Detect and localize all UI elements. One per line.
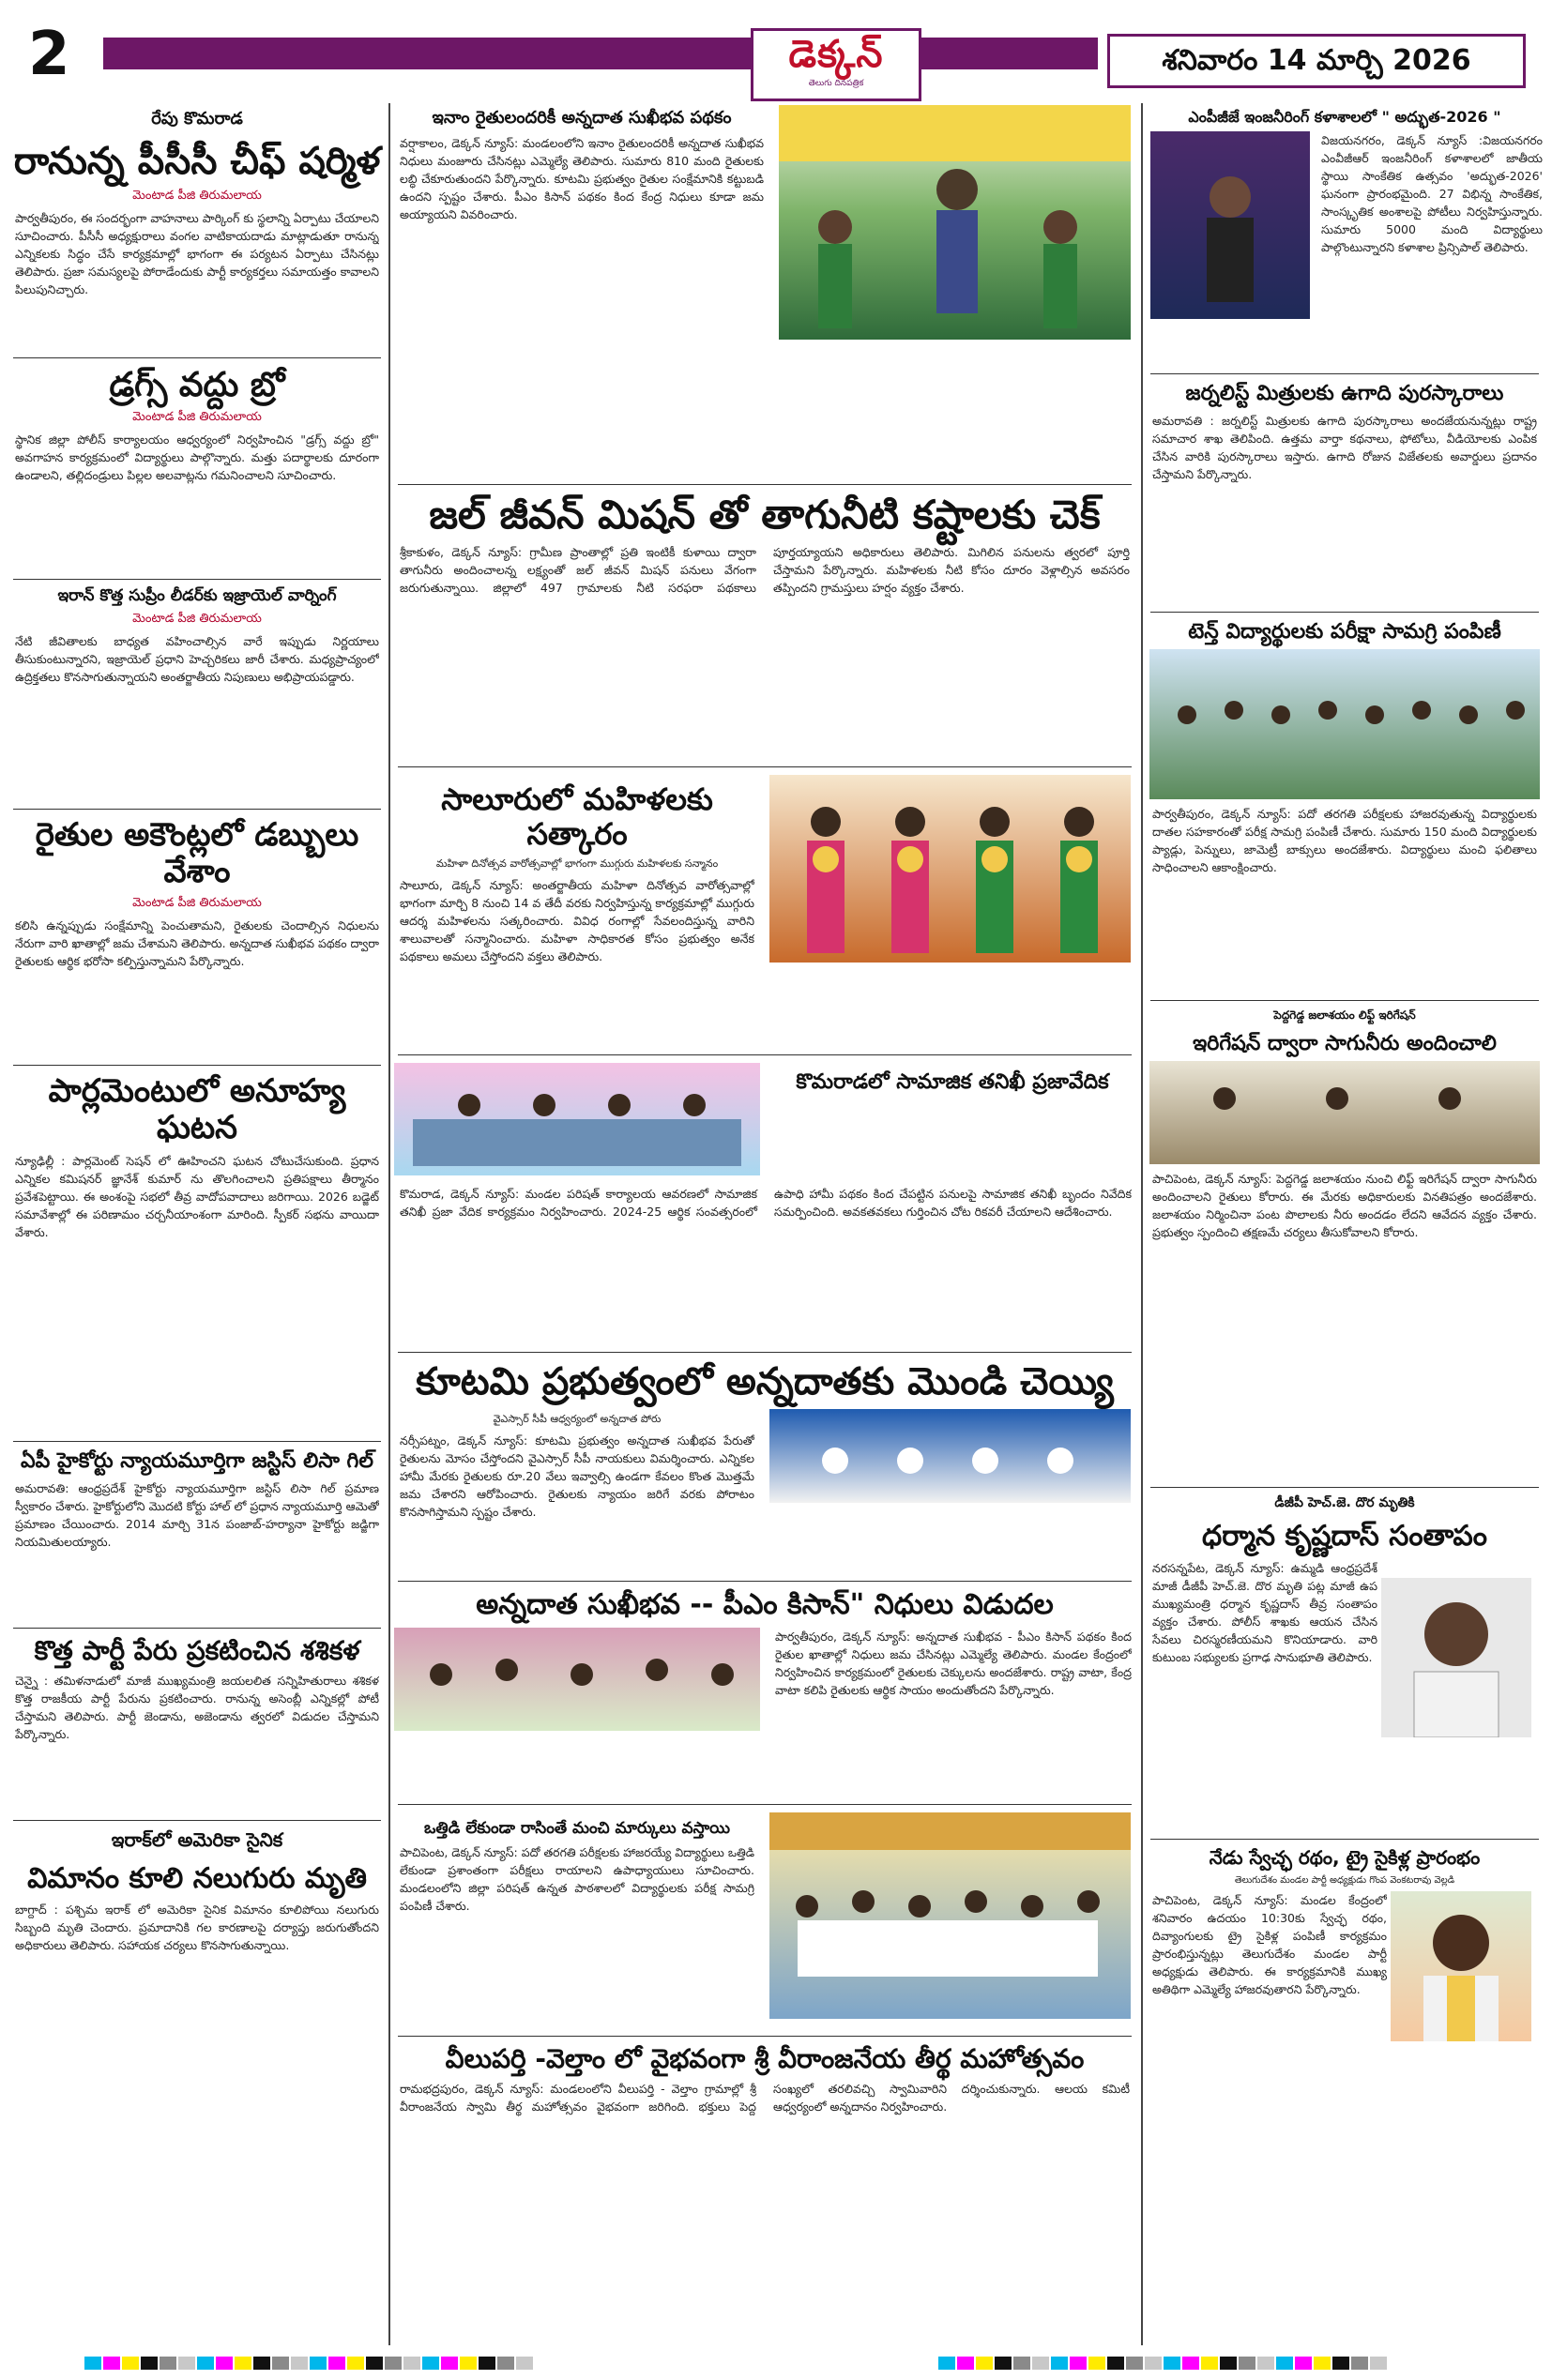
divider — [398, 1804, 1132, 1805]
group-photo-icon — [769, 775, 1131, 963]
registration-swatch — [516, 2357, 533, 2370]
article-byline: మెంటాడ పీజి తిరుమలాయ — [132, 189, 262, 203]
registration-swatch — [178, 2357, 195, 2370]
banner-photo-icon — [769, 1409, 1131, 1503]
article-body: పార్వతీపురం, డెక్కన్ న్యూస్: అన్నదాత సుఖీభవ - పీఎం కిసాన్ పథకం కింద రైతుల ఖాతాల్లో నిధులు జమ చేసినట్లు ఎమ్మెల్యే తెలిపారు. మండల కేంద్రంలో నిర్వహించిన కార్యక్రమంలో రైతులకు చెక్కులను అందజేశారు. రాష్ట్ర వాటా, కేంద్ర వాటా కలిపి రైతులకు ఆర్థిక సాయం అందుతోందని పేర్కొన్నారు. — [775, 1629, 1132, 1697]
article-byline: మెంటాడ పీజి తిరుమలాయ — [132, 611, 262, 626]
registration-swatch — [291, 2357, 308, 2370]
article-headline[interactable]: రైతుల అకౌంట్లలో డబ్బులు వేశాం — [35, 815, 359, 891]
center-column — [394, 101, 1135, 2202]
divider — [13, 1065, 381, 1066]
article-headline[interactable]: ఒత్తిడి లేకుండా రాసింతే మంచి మార్కులు వస్తాయి — [424, 1818, 730, 1838]
registration-swatch — [479, 2357, 495, 2370]
article-body: పాచిపెంట, డెక్కన్ న్యూస్: మండల కేంద్రంలో శనివారం ఉదయం 10:30కు స్వేచ్ఛ రథం, దివ్యాంగులకు ట్రై సైకిళ్ల పంపిణీ కార్యక్రమం ప్రారంభిస్తున్నట్లు తెలుగుదేశం మండల పార్టీ అధ్యక్షుడు తెలిపారు. ఈ కార్యక్రమానికి ముఖ్య అతిథిగా ఎమ్మెల్యే హాజరవుతారని పేర్కొన్నారు. — [1152, 1892, 1387, 1996]
article-body: పార్వతీపురం, డెక్కన్ న్యూస్: పదో తరగతి పరీక్షలకు హాజరవుతున్న విద్యార్థులకు దాతల సహకారంతో పరీక్ష సామగ్రి పంపిణీ చేశారు. సుమారు 150 మంది విద్యార్థులకు ప్యాడ్లు, పెన్నులు, జామెట్రీ బాక్సులు అందజేశారు. విద్యార్థులు మంచి ఫలితాలు సాధించాలని ఆకాంక్షించారు. — [1152, 806, 1537, 874]
students-photo — [769, 1812, 1131, 2019]
article-headline[interactable]: అన్నదాత సుఖీభవ -- పీఎం కిసాన్" నిధులు విడుదల — [476, 1588, 1054, 1622]
students-group-icon — [1149, 649, 1540, 799]
registration-swatch — [310, 2357, 327, 2370]
article-block — [394, 1409, 1135, 1573]
registration-swatch — [1032, 2357, 1049, 2370]
registration-swatch — [122, 2357, 139, 2370]
divider — [1150, 373, 1539, 374]
registration-swatch — [441, 2357, 458, 2370]
article-body: అమరావతి: ఆంధ్రప్రదేశ్ హైకోర్టు న్యాయమూర్తిగా జస్టిస్ లిసా గిల్ ప్రమాణ స్వీకారం చేశారు. హైకోర్టులోని మొదటి కోర్టు హాల్ లో ప్రధాన న్యాయమూర్తి ఆమెతో ప్రమాణం చేయించారు. 2014 మార్చి 31న పంజాబ్-హర్యానా హైకోర్టు జడ్జిగా నియమితులయ్యారు. — [15, 1480, 379, 1549]
article-subhead: వైఎస్సార్ సీపీ ఆధ్వర్యంలో అన్నదాత పోరు — [493, 1413, 662, 1426]
registration-swatch — [84, 2357, 101, 2370]
article-body: నర్సీపట్నం, డెక్కన్ న్యూస్: కూటమి ప్రభుత్వం అన్నదాత సుఖీభవ పేరుతో రైతులను మోసం చేస్తోందని వైఎస్సార్ సీపీ నాయకులు విమర్శించారు. ఎన్నికల హామీ మేరకు రైతులకు రూ.20 వేలు ఇవ్వాల్సి ఉండగా కేవలం కొంత మొత్తమే జమ చేశారని ఆరోపించారు. రైతులకు న్యాయం జరిగే వరకు పోరాటం కొనసాగిస్తామని స్పష్టం చేశారు. — [400, 1433, 754, 1520]
column-rule — [1141, 103, 1143, 2345]
registration-swatch — [1013, 2357, 1030, 2370]
social-audit-photo — [394, 1063, 760, 1175]
registration-swatch — [995, 2357, 1012, 2370]
article-headline[interactable]: ఇరిగేషన్ ద్వారా సాగునీరు అందించాలి — [1193, 1031, 1497, 1055]
registration-swatch — [216, 2357, 233, 2370]
article-block — [1147, 131, 1543, 366]
registration-swatch — [235, 2357, 251, 2370]
registration-swatch — [1182, 2357, 1199, 2370]
article-headline[interactable]: జర్నలిస్ట్ మిత్రులకు ఉగాది పురస్కారాలు — [1185, 382, 1504, 406]
officials-photo-icon — [1149, 1061, 1540, 1164]
portrait-icon — [1391, 1891, 1531, 2041]
article-subhead: తెలుగుదేశం మండల పార్టీ అధ్యక్షుడు గొంప వెంకటరావు వెల్లడి — [1234, 1874, 1455, 1886]
article-block — [394, 1063, 1135, 1344]
divider — [13, 1628, 381, 1629]
divider — [1150, 1839, 1539, 1840]
article-headline[interactable]: సాలూరులో మహిళలకు సత్కారం — [441, 781, 713, 853]
protest-photo — [769, 1409, 1131, 1503]
registration-swatch — [1257, 2357, 1274, 2370]
article-block — [1147, 1891, 1543, 2051]
article-body: అమరావతి : జర్నలిస్ట్ మిత్రులకు ఉగాది పురస్కారాలు అందజేయనున్నట్లు రాష్ట్ర సమాచార శాఖ తెలిపింది. ఉత్తమ వార్తా కథనాలు, ఫోటోలు, వీడియోలకు ఎంపిక చేసిన వారికి పురస్కారాలు ఇస్తారు. ఉగాది రోజున విజేతలకు అవార్డులు ప్రదానం చేస్తామని పేర్కొన్నారు. — [1152, 413, 1537, 481]
registration-swatch — [1164, 2357, 1180, 2370]
article-body: బాగ్దాద్ : పశ్చిమ ఇరాక్ లో అమెరికా సైనిక విమానం కూలిపోయి నలుగురు సిబ్బంది మృతి చెందారు. ప్రమాదానికి గల కారణాలపై దర్యాప్తు జరుగుతోందని అధికారులు తెలిపారు. సహాయక చర్యలు కొనసాగుతున్నాయి. — [15, 1902, 379, 1953]
article-headline[interactable]: ఎంపీజీజే ఇంజనీరింగ్ కళాశాలలో " అద్భుత-2026 " — [1188, 108, 1501, 126]
article-headline[interactable]: పార్లమెంటులో అనూహ్య ఘటన — [48, 1072, 346, 1147]
divider — [1150, 1487, 1539, 1488]
meeting-photo-icon — [394, 1063, 760, 1175]
article-body: శ్రీకాకుళం, డెక్కన్ న్యూస్: గ్రామీణ ప్రాంతాల్లో ప్రతి ఇంటికీ కుళాయి ద్వారా తాగునీరు అందించాలన్న లక్ష్యంతో జల్ జీవన్ మిషన్ పనులు వేగంగా జరుగుతున్నాయి. జిల్లాలో 497 గ్రామాలకు నీటి సరఫరా పథకాలు పూర్తయ్యాయని అధికారులు తెలిపారు. మిగిలిన పనులను త్వరలో పూర్తి చేస్తామని పేర్కొన్నారు. మహిళలకు నీటి కోసం దూరం వెళ్లాల్సిన అవసరం తప్పిందని గ్రామస్తులు హర్షం వ్యక్తం చేశారు. — [400, 545, 1130, 596]
divider — [13, 579, 381, 580]
registration-swatch — [1126, 2357, 1143, 2370]
logo-tagline: తెలుగు దినపత్రిక — [808, 79, 864, 88]
registration-swatch — [103, 2357, 120, 2370]
women-felicitation-photo — [769, 775, 1131, 963]
article-block — [394, 1628, 1135, 1796]
registration-swatch — [938, 2357, 955, 2370]
article-body: విజయనగరం, డెక్కన్ న్యూస్ :విజయనగరం ఎంవీజీఆర్ ఇంజనీరింగ్ కళాశాలలో జాతీయ స్థాయి సాంకేతిక ఉత్సవం 'అద్భుత-2026' ఘనంగా ప్రారంభమైంది. 27 విభిన్న సాంకేతిక, సాంస్కృతిక అంశాలపై పోటీలు నిర్వహిస్తున్నారు. సుమారు 5000 మంది విద్యార్థులు పాల్గొంటున్నారని కళాశాల ప్రిన్సిపాల్ తెలిపారు. — [1321, 133, 1543, 255]
divider — [13, 357, 381, 358]
portrait-photo — [1391, 1891, 1531, 2041]
article-body: వర్షాకాలం, డెక్కన్ న్యూస్: మండలంలోని ఇనాం రైతులందరికీ అన్నదాత సుఖీభవ నిధులు మంజూరు చేసినట్లు ఎమ్మెల్యే తెలిపారు. సుమారు 810 మంది రైతులకు లబ్ధి చేకూరుతుందని పేర్కొన్నారు. కూటమి ప్రభుత్వం రైతుల సంక్షేమానికి కట్టుబడి ఉందని స్పష్టం చేశారు. పీఎం కిసాన్ పథకం కింద కేంద్ర నిధులు కూడా జమ అయ్యాయని వివరించారు. — [400, 135, 764, 221]
article-headline[interactable]: జల్ జీవన్ మిషన్ తో తాగునీటి కష్టాలకు చెక్ — [429, 492, 1101, 538]
article-headline[interactable]: కొమరాడలో సామాజిక తనిఖీ ప్రజావేదిక — [796, 1070, 1109, 1095]
speaker-icon — [1150, 131, 1310, 319]
article-headline[interactable]: విమానం కూలి నలుగురు మృతి — [27, 1861, 367, 1895]
article-body: చెన్నై : తమిళనాడులో మాజీ ముఖ్యమంత్రి జయలలిత సన్నిహితురాలు శశికళ కొత్త రాజకీయ పార్టీ పేరును ప్రకటించారు. రానున్న అసెంబ్లీ ఎన్నికల్లో పోటీ చేస్తామని తెలిపారు. పార్టీ జెండాను, అజెండాను త్వరలో విడుదల చేస్తామని పేర్కొన్నారు. — [15, 1673, 379, 1741]
registration-swatch — [1295, 2357, 1312, 2370]
registration-swatch — [1276, 2357, 1293, 2370]
article-body: కలిసి ఉన్నప్పుడు సంక్షేమాన్ని పెంచుతామని, రైతులకు చెందాల్సిన నిధులను నేరుగా వారి ఖాతాల్లో జమ చేశామని తెలిపారు. అన్నదాత సుఖీభవ పథకం ద్వారా రైతులకు ఆర్థిక భరోసా కల్పిస్తున్నామని పేర్కొన్నారు. — [15, 918, 379, 969]
speaker-photo — [1150, 131, 1310, 319]
color-registration-bar — [84, 2353, 535, 2373]
registration-swatch — [141, 2357, 158, 2370]
registration-swatch — [1370, 2357, 1387, 2370]
registration-swatch — [403, 2357, 420, 2370]
registration-swatch — [1351, 2357, 1368, 2370]
article-body: రామభద్రపురం, డెక్కన్ న్యూస్: మండలంలోని వీలుపర్తి - వెల్తాం గ్రామాల్లో శ్రీ వీరాంజనేయ స్వామి తీర్థ మహోత్సవం వైభవంగా జరిగింది. భక్తులు పెద్ద సంఖ్యలో తరలివచ్చి స్వామివారిని దర్శించుకున్నారు. ఆలయ కమిటీ ఆధ్వర్యంలో అన్నదానం నిర్వహించారు. — [400, 2081, 1130, 2114]
registration-swatch — [1088, 2357, 1105, 2370]
article-headline[interactable]: ఏపీ హైకోర్టు న్యాయమూర్తిగా జస్టిస్ లిసా గిల్ — [21, 1449, 373, 1474]
exam-material-photo — [1149, 649, 1540, 799]
divider — [13, 809, 381, 810]
column-rule — [388, 103, 390, 2345]
newspaper-logo — [751, 28, 921, 101]
article-headline[interactable]: నేడు స్వేచ్ఛ రథం, ట్రై సైకిళ్ల ప్రారంభం — [1209, 1845, 1481, 1869]
registration-swatch — [197, 2357, 214, 2370]
logo-text: డెక్కన్ — [788, 33, 884, 76]
registration-swatch — [347, 2357, 364, 2370]
irrigation-meeting-photo — [1149, 1061, 1540, 1164]
article-headline[interactable]: ఇరాన్ కొత్త సుప్రీం లీడర్‌కు ఇజ్రాయెల్ వార్నింగ్ — [57, 586, 337, 606]
article-body: న్యూఢిల్లీ : పార్లమెంట్ సెషన్ లో ఊహించని ఘటన చోటుచేసుకుంది. ప్రధాన ఎన్నికల కమిషనర్ జ్ఞానేశ్ కుమార్ ను తొలగించాలని ప్రతిపక్షాలు తీర్మానం ప్రవేశపెట్టాయి. ఈ అంశంపై సభలో తీవ్ర వాదోపవాదాలు జరిగాయి. 2026 బడ్జెట్ సమావేశాల్లో ఈ పరిణామం చర్చనీయాంశంగా మారింది. స్పీకర్ సభను వాయిదా వేశారు. — [15, 1154, 379, 1240]
masthead — [0, 0, 1552, 105]
article-headline[interactable]: ధర్మాన కృష్ణదాస్ సంతాపం — [1202, 1520, 1487, 1554]
registration-swatch — [1145, 2357, 1162, 2370]
divider — [398, 1352, 1132, 1353]
article-kicker: ఇరాక్‌లో అమెరికా సైనిక — [111, 1827, 283, 1851]
left-column — [9, 101, 385, 2023]
crowd-photo-icon — [394, 1628, 760, 1731]
article-block — [394, 101, 1135, 477]
portrait-photo — [1381, 1578, 1531, 1737]
registration-swatch — [1051, 2357, 1068, 2370]
registration-swatch — [328, 2357, 345, 2370]
article-headline[interactable]: డ్రగ్స్ వద్దు బ్రో — [109, 366, 285, 404]
stage-photo-icon — [779, 105, 1131, 340]
article-body: నేటి జీవితాలకు బాధ్యత వహించాల్సిన వారే ఇప్పుడు నిర్ణయాలు తీసుకుంటున్నారని, ఇజ్రాయెల్ ప్రధాని హెచ్చరికలు జారీ చేశారు. మధ్యప్రాచ్యంలో ఉద్రిక్తతలు కొనసాగుతున్నాయని అంతర్జాతీయ నిపుణులు అభిప్రాయపడ్డారు. — [15, 633, 379, 684]
article-headline[interactable]: కూటమి ప్రభుత్వంలో అన్నదాతకు మొండి చెయ్యి — [416, 1360, 1114, 1404]
divider — [398, 1581, 1132, 1582]
registration-swatch — [1107, 2357, 1124, 2370]
portrait-icon — [1381, 1578, 1531, 1737]
article-body: పాచిపెంట, డెక్కన్ న్యూస్: పదో తరగతి పరీక్షలకు హాజరయ్యే విద్యార్థులు ఒత్తిడి లేకుండా ప్రశాంతంగా పరీక్షలు రాయాలని ఉపాధ్యాయులు సూచించారు. మండలంలోని జిల్లా పరిషత్ ఉన్నత పాఠశాలలో విద్యార్థులకు పరీక్ష సామగ్రి పంపిణీ చేశారు. — [400, 1845, 754, 1914]
divider — [398, 484, 1132, 485]
registration-swatch — [497, 2357, 514, 2370]
registration-swatch — [160, 2357, 176, 2370]
article-headline[interactable]: కొత్త పార్టీ పేరు ప్రకటించిన శశికళ — [34, 1634, 360, 1666]
divider — [398, 766, 1132, 767]
registration-swatch — [1201, 2357, 1218, 2370]
divider — [13, 1820, 381, 1821]
article-block — [394, 775, 1135, 1047]
divider — [13, 1441, 381, 1442]
registration-swatch — [1332, 2357, 1349, 2370]
registration-swatch — [1070, 2357, 1087, 2370]
registration-swatch — [1314, 2357, 1331, 2370]
registration-swatch — [253, 2357, 270, 2370]
registration-swatch — [366, 2357, 383, 2370]
article-kicker: పెద్దగెడ్డ జలాశయం లిఫ్ట్ ఇరిగేషన్ — [1273, 1008, 1416, 1022]
registration-swatch — [976, 2357, 993, 2370]
registration-swatch — [1239, 2357, 1255, 2370]
article-headline[interactable]: వీలుపర్తి -వెల్తాం లో వైభవంగా శ్రీ వీరాంజనేయ తీర్థ మహోత్సవం — [445, 2042, 1085, 2074]
page-number: 2 — [28, 20, 70, 89]
registration-swatch — [460, 2357, 477, 2370]
article-kicker: రేపు కొమరాడ — [151, 109, 243, 129]
article-kicker: డీజీపీ హెచ్.జె. దొర మృతికి — [1274, 1495, 1415, 1511]
classroom-photo-icon — [769, 1812, 1131, 2019]
masthead-band — [103, 38, 1098, 69]
article-byline: మెంటాడ పీజి తిరుమలాయ — [132, 410, 262, 425]
divider — [398, 2036, 1132, 2037]
article-headline[interactable]: రానున్న పీసీసీ చీఫ్ షర్మిళ — [13, 140, 381, 183]
registration-swatch — [422, 2357, 439, 2370]
article-body: పార్వతీపురం, ఈ సందర్భంగా వాహనాలు పార్కింగ్ కు స్థలాన్ని ఏర్పాటు చేయాలని సూచించారు. పీసీసీ అధ్యక్షురాలు వంగల వాటికాయదాడు మాట్లాడుతూ రానున్న ఎన్నికలకు సిద్ధం చేసే కార్యక్రమాల్లో భాగంగా ఈ పర్యటన ఏర్పాటు చేసినట్లు తెలిపారు. ప్రజా సమస్యలపై పోరాడేందుకు పార్టీ కార్యకర్తలు సమాయత్తం కావాలని పిలుపునిచ్చారు. — [15, 211, 379, 296]
edition-date: శనివారం 14 మార్చి 2026 — [1107, 34, 1526, 88]
article-headline[interactable]: టెన్త్ విద్యార్థులకు పరీక్షా సామగ్రి పంపిణీ — [1188, 619, 1501, 644]
article-body: సాలూరు, డెక్కన్ న్యూస్: అంతర్జాతీయ మహిళా దినోత్సవ వారోత్సవాల్లో భాగంగా మార్చి 8 నుంచి 14 వ తేదీ వరకు నిర్వహిస్తున్న కార్యక్రమాల్లో ముగ్గురు ఆదర్శ మహిళలను సత్కరించారు. వివిధ రంగాల్లో సేవలందిస్తున్న వారిని శాలువాలతో సన్మానించారు. మహిళా సాధికారత కోసం ప్రభుత్వం అనేక పథకాలు అమలు చేస్తోందని వక్తలు తెలిపారు. — [400, 877, 754, 963]
article-byline: మెంటాడ పీజి తిరుమలాయ — [132, 896, 262, 911]
color-registration-bar — [938, 2353, 1389, 2373]
registration-swatch — [1220, 2357, 1237, 2370]
event-photo — [779, 105, 1131, 340]
article-body: స్థానిక జిల్లా పోలీస్ కార్యాలయం ఆధ్వర్యంలో నిర్వహించిన "డ్రగ్స్ వద్దు బ్రో" అవగాహన కార్యక్రమంలో విద్యార్థులు పాల్గొన్నారు. మత్తు పదార్థాలకు దూరంగా ఉండాలని, తల్లిదండ్రులు పిల్లల అలవాట్లను గమనించాలని సూచించారు. — [15, 432, 379, 483]
article-body: నరసన్నపేట, డెక్కన్ న్యూస్: ఉమ్మడి ఆంధ్రప్రదేశ్ మాజీ డీజీపీ హెచ్.జె. దొర మృతి పట్ల మాజీ ఉప ముఖ్యమంత్రి ధర్మాన కృష్ణదాస్ తీవ్ర సంతాపం వ్యక్తం చేశారు. పోలీస్ శాఖకు ఆయన చేసిన సేవలు చిరస్మరణీయమని కొనియాడారు. వారి కుటుంబ సభ్యులకు ప్రగాఢ సానుభూతి తెలిపారు. — [1152, 1560, 1377, 1664]
right-column — [1147, 101, 1543, 2051]
registration-swatch — [272, 2357, 289, 2370]
registration-swatch — [385, 2357, 402, 2370]
article-block — [394, 1812, 1135, 2028]
registration-swatch — [957, 2357, 974, 2370]
article-headline[interactable]: ఇనాం రైతులందరికీ అన్నదాత సుఖీభవ పథకం — [432, 108, 732, 128]
article-body: కొమరాడ, డెక్కన్ న్యూస్: మండల పరిషత్ కార్యాలయ ఆవరణలో సామాజిక తనిఖీ ప్రజా వేదిక కార్యక్రమం నిర్వహించారు. 2024-25 ఆర్థిక సంవత్సరంలో ఉపాధి హామీ పథకం కింద చేపట్టిన పనులపై సామాజిక తనిఖీ బృందం నివేదిక సమర్పించింది. అవకతవకలు గుర్తించిన చోట రికవరీ చేయాలని ఆదేశించారు. — [400, 1187, 1132, 1220]
article-body: పాచిపెంట, డెక్కన్ న్యూస్: పెద్దగెడ్డ జలాశయం నుంచి లిఫ్ట్ ఇరిగేషన్ ద్వారా సాగునీరు అందించాలని రైతులు కోరారు. ఈ మేరకు అధికారులకు వినతిపత్రం అందజేశారు. జలాశయం నిర్మించినా పంట పొలాలకు నీరు అందడం లేదని ఆవేదన వ్యక్తం చేశారు. ప్రభుత్వం స్పందించి తక్షణమే చర్యలు తీసుకోవాలని కోరారు. — [1152, 1172, 1537, 1240]
divider — [1150, 1000, 1539, 1001]
article-subhead: మహిళా దినోత్సవ వారోత్సవాల్లో భాగంగా ముగ్గురు మహిళలకు సన్మానం — [435, 856, 719, 870]
funds-release-photo — [394, 1628, 760, 1731]
divider — [1150, 612, 1539, 613]
article-block — [1147, 1559, 1543, 1831]
